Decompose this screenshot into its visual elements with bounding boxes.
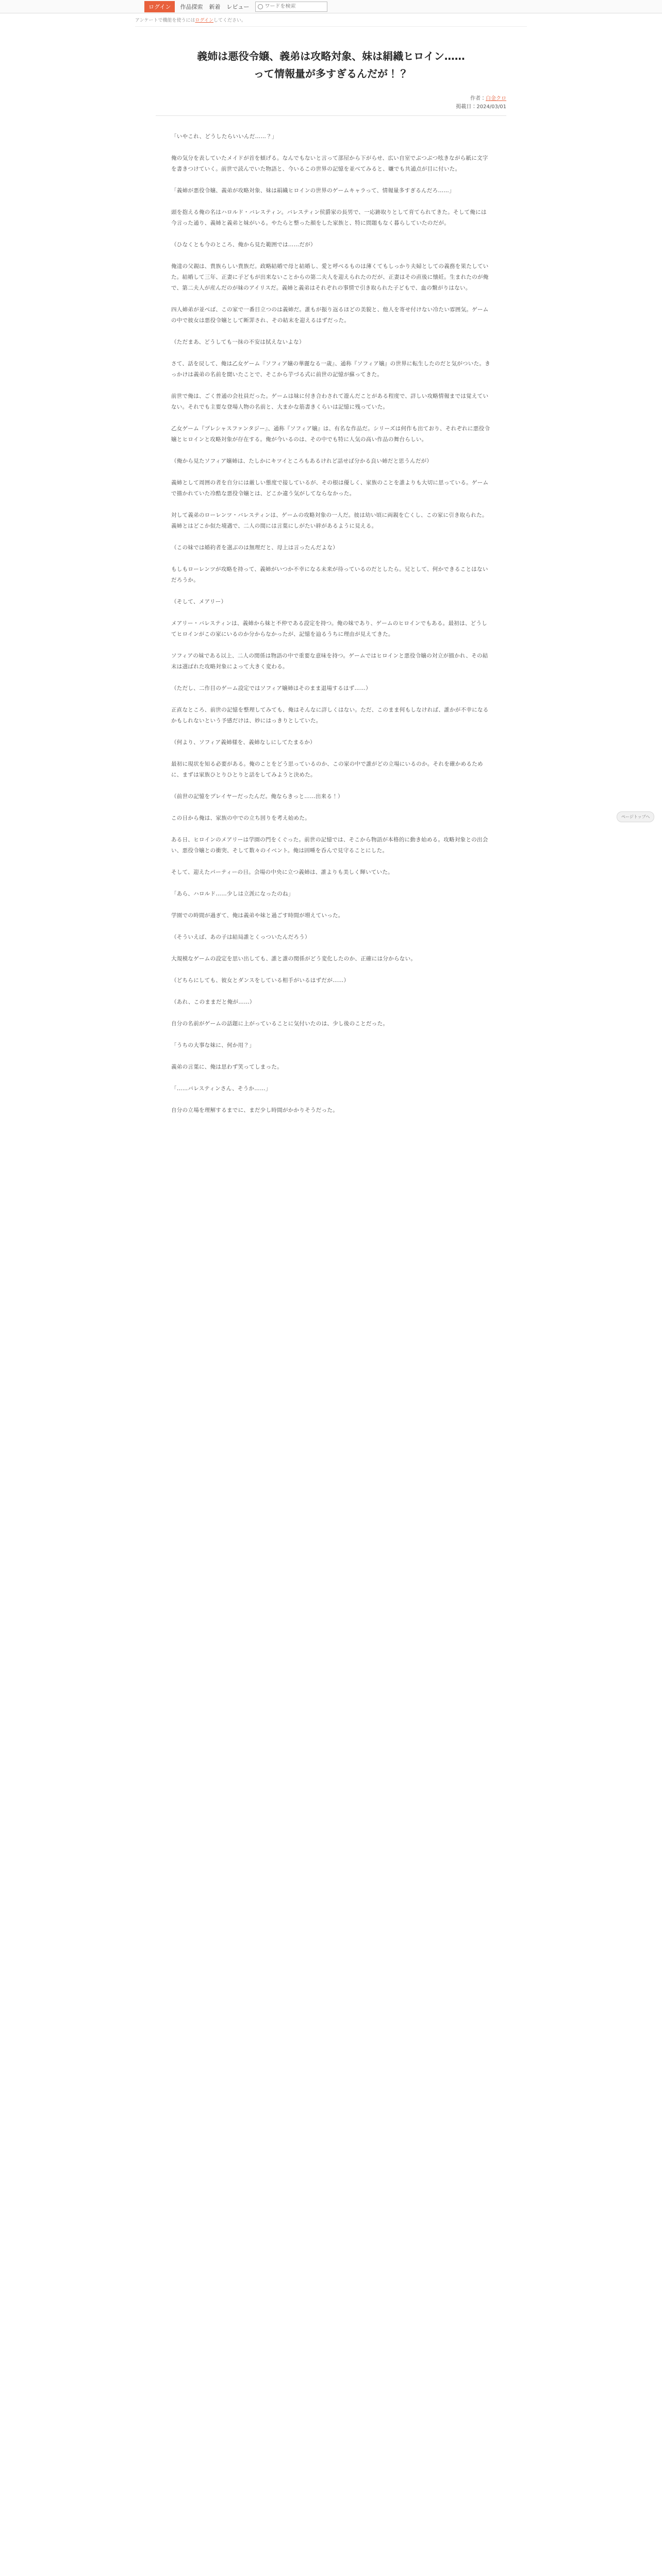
story-paragraph: （俺から見たソフィア嬢姉は、たしかにキツイところもあるけれど話せば分かる良い姉だと思うんだが） [171,458,433,464]
posted-label: 掲載日： [456,104,477,110]
story-paragraph: （どちらにしても、彼女とダンスをしている相手がいるはずだが……） [171,977,350,984]
story-paragraph: 義弟の言葉に、俺は思わず笑ってしまった。 [171,1064,283,1070]
story-paragraph: 対して義弟のローレンツ・バレスティンは、ゲームの攻略対象の一人だ。彼は幼い頃に両親を亡くし、この家に引き取られた。義姉とはどこか似た境遇で、二人の間には言葉にしがたい絆があるように見える。 [171,512,488,529]
nav-explore[interactable]: 作品探索 [180,3,203,10]
story-paragraph: ある日、ヒロインのメアリーは学園の門をくぐった。前世の記憶では、そこから物語が本格的に動き始める。攻略対象との出会い、悪役令嬢との衝突、そして数々のイベント。俺は固唾を呑んで見守ることにした。 [171,837,488,854]
notice-suffix: してください。 [213,18,246,23]
story-paragraph: 義姉として周囲の者を自分には厳しい態度で接しているが、その根は優しく、家族のことを誰よりも大切に思っている。ゲームで描かれていた冷酷な悪役令嬢とは、どこか違う気がしてならなかった。 [171,480,489,497]
story-paragraph: （この妹では婚約者を選ぶのは無理だと、母上は言ったんだよな） [171,545,338,551]
author-line [135,95,506,103]
search-input[interactable] [264,4,321,9]
story-paragraph: メアリー・バレスティンは、義姉から妹と不仲である設定を持つ。俺の妹であり、ゲームのヒロインでもある。最初は、どうしてヒロインがこの家にいるのか分からなかったが、記憶を辿るうちに理由が見えてきた。 [171,620,488,637]
work-title-line-1: 義姉は悪役令嬢、義弟は攻略対象、妹は絹織ヒロイン…… [197,50,465,62]
story-paragraph: 四人姉弟が並べば、この家で一番目立つのは義姉だ。誰もが振り返るほどの美貌と、他人を寄せ付けない冷たい雰囲気。ゲームの中で彼女は悪役令嬢として断罪され、その結末を迎えるはずだった。 [171,307,489,324]
story-paragraph: 「……バレスティンさん、そうか……」 [171,1086,271,1092]
story-paragraph: 俺達の父親は、貴族らしい貴族だ。政略結婚で母と結婚し、愛と呼べるものは薄くてもしっかり夫婦としての義務を果たしていた。結婚して三年、正妻に子どもが出来ないことからの第二夫人を迎えられたのだが、正妻はその直後に懐妊。生まれたのが俺で、第二夫人が産んだのが妹のアイリスだ。義姉と義弟はそれぞれの事情で引き取られた子どもで、血の繋がりはない。 [171,263,489,291]
story-paragraph: 頭を抱える俺の名はハロルド・バレスティン。バレスティン侯爵家の長男で、一応跡取りとして育てられてきた。そして俺には今言った通り、義姉と義弟と妹がいる。やたらと整った顔をした家族と、特に問題もなく暮らしていたのだが。 [171,209,487,226]
story-paragraph: 「義姉が悪役令嬢、義弟が攻略対象、妹は絹織ヒロインの世界のゲームキャラって、情報量多すぎるんだろ……」 [171,188,455,194]
author-link[interactable]: 白金クロ [486,96,506,101]
login-notice [135,13,527,27]
story-paragraph: （そして、メアリー） [171,599,227,605]
work-title [156,47,506,82]
story-paragraph: もしもローレンツが攻略を持って、義姉がいつか不幸になる未来が待っているのだとしたら。兄として、何かできることはないだろうか。 [171,566,488,583]
login-button[interactable]: ログイン [144,1,175,12]
nav-review[interactable]: レビュー [226,3,250,10]
story-paragraph: 「あら、ハロルド……少しは立派になったのね」 [171,891,294,897]
story-paragraph: 最初に現状を知る必要がある。俺のことをどう思っているのか、この家の中で誰がどの立場にいるのか。それを確かめるために、まずは家族ひとりひとりと話をしてみようと決めた。 [171,761,483,778]
posted-date: 2024/03/01 [476,104,506,110]
story-paragraph: そして、迎えたパーティーの日。会場の中央に立つ義姉は、誰よりも美しく輝いていた。 [171,869,393,875]
story-paragraph: （あれ、このままだと俺が……） [171,999,255,1005]
author-label: 作者： [470,96,486,101]
notice-login-link[interactable]: ログイン [195,18,214,23]
story-paragraph: 学園での時間が過ぎて、俺は義弟や妹と過ごす時間が増えていった。 [171,912,344,919]
work-title-line-2: って情報量が多すぎるんだが！？ [254,67,408,80]
story-paragraph: （何より、ソフィア義姉様を、義姉なしにしてたまるか） [171,739,316,745]
story-paragraph: 前世で俺は、ごく普通の会社員だった。ゲームは妹に付き合わされて遊んだことがある程度で、詳しい攻略情報までは覚えていない。それでも主要な登場人物の名前と、大まかな筋書きくらいは記憶に残っていた。 [171,393,489,410]
story-paragraph: 大規模なゲームの設定を思い出しても、誰と誰の関係がどう変化したのか、正確には分からない。 [171,956,417,962]
story-paragraph: （ただし、二作目のゲーム設定ではソフィア嬢姉はそのまま退場するはず……） [171,685,371,691]
search-icon [258,4,263,9]
story-body [135,131,527,1116]
story-paragraph: （ただまあ、どうしても一抹の不安は拭えないよな） [171,339,305,345]
story-paragraph: （ひなくとも今のところ、俺から見た範囲では……だが） [171,242,316,248]
divider [156,115,506,116]
search-box[interactable] [255,2,327,12]
top-navigation-bar [0,0,662,13]
work-content [135,47,527,1116]
story-paragraph: この日から俺は、家族の中での立ち回りを考え始めた。 [171,815,310,821]
page-top-button[interactable]: ページトップへ [617,811,654,822]
posted-date-line [135,103,506,111]
story-paragraph: 「いやこれ、どうしたらいいんだ……？」 [171,133,277,140]
story-paragraph: （そういえば、あの子は結局誰とくっついたんだろう） [171,934,310,940]
story-paragraph: 乙女ゲーム『プレシャスファンタジー』、通称『ソフィア嬢』は、有名な作品だ。シリーズは何作も出ており、それぞれに悪役令嬢とヒロインと攻略対象が存在する。俺が今いるのは、その中でも特に人気の高い作品の舞台らしい。 [171,426,490,443]
story-paragraph: 自分の立場を理解するまでに、まだ少し時間がかかりそうだった。 [171,1107,338,1113]
story-paragraph: さて、話を戻して、俺は乙女ゲーム『ソフィア嬢の華麗なる一歳』、通称『ソフィア嬢』の世界に転生したのだと気がついた。きっかけは義弟の名前を聞いたことで、そこから芋づる式に前世の記憶が蘇ってきた。 [171,361,491,378]
story-paragraph: 「うちの大事な妹に、何か用？」 [171,1042,255,1048]
notice-prefix: アンケートで機能を使うには [135,18,195,23]
story-paragraph: 俺の気分を表していたメイドが首を傾げる。なんでもないと言って部屋から下がらせ、広い自室でぶつぶつ呟きながら紙に文字を書きつけていく。前世で読んでいた物語と、今いるこの世界の記憶を並べてみると、嫌でも共通点が目に付いた。 [171,155,488,172]
nav-new[interactable]: 新着 [209,3,221,10]
story-paragraph: （前世の記憶をプレイヤーだったんだ。俺ならきっと……出来る！） [171,793,343,800]
story-paragraph: ソフィアの妹である以上、二人の関係は物語の中で重要な意味を持つ。ゲームではヒロインと悪役令嬢の対立が描かれ、その結末は選ばれた攻略対象によって大きく変わる。 [171,653,488,670]
story-paragraph: 自分の名前がゲームの話題に上がっていることに気付いたのは、少し後のことだった。 [171,1021,389,1027]
story-paragraph: 正直なところ、前世の記憶を整理してみても、俺はそんなに詳しくはない。ただ、このまま何もしなければ、誰かが不幸になるかもしれないという予感だけは、妙にはっきりとしていた。 [171,707,489,724]
